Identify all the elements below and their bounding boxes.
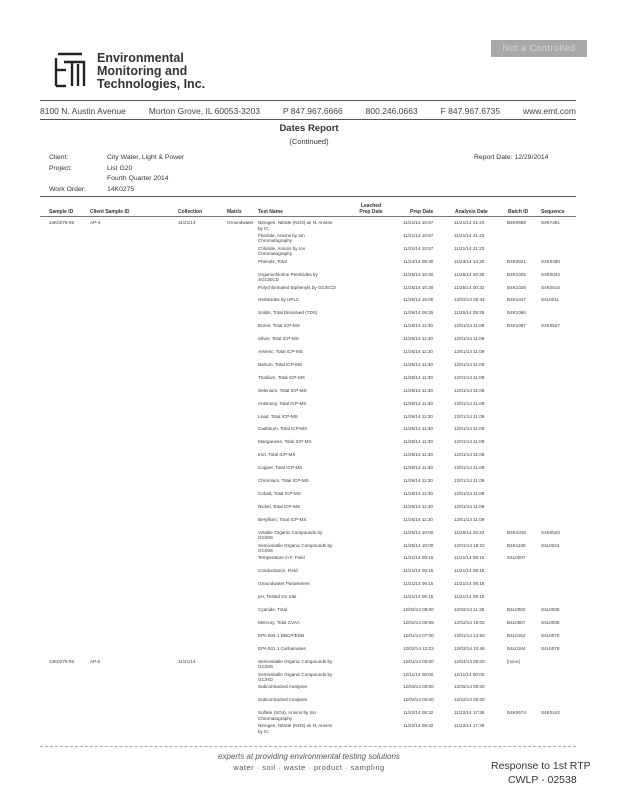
cell-seq: S4K0490 [541,258,560,264]
cell-prep: 11/21/14 09:15 [403,568,434,574]
cell-prep: 12/02/14 08:00 [403,607,434,612]
cell-test: Solids, Total Dissolved (TDS) [258,310,318,316]
cell-seq: S4L0011 [541,297,560,303]
cell-test: Copper, Total ICP-MS [258,465,303,471]
cell-prep: 11/22/14 08:32 [403,710,434,716]
cell-anal: 12/01/14 11:09 [454,452,485,458]
cell-test: Selenium, Total ICP-MS [258,387,307,393]
cell-test: pH, Tested On Site [258,594,297,600]
cell-test: Manganese, Total ICP-MS [258,439,312,445]
cell-prep: 12/01/14 00:00 [403,658,434,664]
cell-prep: 11/26/14 09:25 [403,310,434,316]
cell-anal: 11/21/14 21:23 [454,245,485,251]
report-date-label: Report Date: [474,154,513,161]
cell-anal: 12/01/14 11:09 [454,374,485,380]
cell-anal: 12/22/14 00:00 [454,697,485,703]
cell-prep: 11/26/14 11:30 [403,490,433,496]
response-label: Response to 1st RTP [491,760,591,772]
col-client-sample-id: Client Sample ID [90,209,130,215]
cell-anal: 12/01/14 11:09 [454,465,485,471]
cell-prep: 11/21/14 10:57 [403,220,434,225]
company-address-bar [40,106,576,116]
cell-anal: 11/22/14 17:39 [454,710,485,716]
cell-prep: 11/25/14 10:00 [403,529,434,535]
cell-prep: 11/26/14 11:30 [403,413,433,419]
cell-batch: B4L0082 [507,607,526,612]
cell-prep: 12/02/14 12:03 [403,645,434,651]
cell-prep: 11/26/14 11:30 [403,465,433,471]
cell-batch: [none] [507,658,520,664]
cell-prep: 11/26/14 11:30 [403,516,433,522]
cell-anal: 12/01/14 11:09 [454,387,485,393]
cell-prep: 11/26/14 11:30 [403,361,433,367]
cell-batch: B4K0821 [507,258,526,264]
table-header-divider [40,216,576,217]
cell-seq: S4L0070 [541,632,560,638]
cell-test: Phenols, Total [258,258,287,264]
cell-anal: 11/24/14 14:20 [454,258,485,264]
report-title: Dates Report [279,123,339,134]
col-sample-id: Sample ID [49,209,74,215]
cell-anal: 12/01/14 11:09 [454,503,485,509]
cell-prep: 11/21/14 09:15 [403,594,434,600]
cell-prep: 11/26/14 11:30 [403,349,433,354]
cell-anal: 11/25/14 00:32 [454,284,485,290]
cell-anal: 12/03/14 10:48 [454,645,485,651]
cell-test: Beryllium, Total ICP-MS [258,516,307,522]
cell-test: Thallium, Total ICP-MS [258,374,305,380]
cell-test: Nickel, Total ICP-MS [258,503,301,509]
cell-anal: 11/22/14 17:39 [454,723,485,729]
cell-prep: 11/26/14 11:30 [403,439,433,445]
cell-seq: S4K0515 [541,284,560,290]
cell-prep: 11/24/14 09:30 [403,258,434,264]
col-batch-id: Batch ID [508,209,529,215]
cell-test: Polychlorinated Biphenyls by GC/ECD [258,284,336,290]
cell-anal: 12/02/14 11:35 [454,607,485,612]
cell-seq: S4L0035 [541,619,560,625]
cell-test: Arsenic, Total ICP-MS [258,349,303,354]
cell-anal: 11/21/14 09:15 [454,594,485,600]
cell-anal: 12/01/14 11:09 [454,490,485,496]
company-name-line3: Technologies, Inc. [97,77,206,91]
cell-batch: B4K1025 [507,271,526,277]
cell-seq: S4K0520 [541,529,560,535]
col-collection: Collection [178,209,203,215]
cell-prep: 11/26/14 11:30 [403,387,433,393]
cell-seq: S4L0078 [541,645,560,651]
emt-logo-icon [52,50,88,90]
cell-test: Nitrogen, Nitrate (NO3) as N, Anions by IC [258,220,333,231]
cell-seq: S4L0035 [541,607,560,612]
document-number: CWLP - 02538 [508,774,577,786]
cell-test: Semivolatile Organic Compounds by GC/MS [258,658,333,670]
cell-test: EPA 531.1 Carbamates [258,645,306,651]
report-date-field [474,154,548,161]
cell-sid: 14K0275-06 [49,658,75,664]
cell-prep: 11/26/14 11:30 [403,503,433,509]
cell-test: Silver, Total ICP-MS [258,336,299,342]
cell-anal: 11/21/14 09:15 [454,581,485,587]
cell-batch: B4K0674 [507,710,526,716]
cell-prep: 12/11/14 00:00 [403,671,434,677]
cell-test: Barium, Total ICP-MS [258,361,303,367]
cell-test: Lead, Total ICP-MS [258,413,298,419]
project-value-line2: Fourth Quarter 2014 [107,175,169,182]
cell-csid: AP-4 [90,220,101,225]
cell-sid: 14K0275-05 [49,220,75,225]
cell-test: Chloride, Anions by Ion Chromatography [258,245,306,257]
cell-prep: 11/26/14 11:30 [403,336,433,342]
cell-prep: 11/21/14 10:57 [403,232,434,238]
cell-anal: 11/21/14 09:15 [454,555,485,561]
cell-batch: B4K1108 [507,542,526,548]
cell-anal: 12/01/14 11:09 [454,400,485,406]
cell-anal: 12/01/14 11:09 [454,516,485,522]
cell-seq: S4K0043 [541,271,560,277]
cell-prep: 11/25/14 10:30 [403,271,434,277]
address-website: www.emt.com [523,106,576,116]
cell-test: Subcontracted Analyses [258,684,308,690]
cell-prep: 12/01/14 07:00 [403,632,434,638]
cell-prep: 12/02/14 09:59 [403,619,434,625]
cell-test: Mercury, Total CVAA [258,619,300,625]
company-name-line1: Environmental [97,51,184,65]
cell-prep: 12/03/14 00:00 [403,697,434,703]
cell-prep: 11/21/14 09:15 [403,555,434,561]
cell-prep: 12/03/14 00:00 [403,684,434,690]
col-analysis-date: Analysis Date [455,209,488,215]
cell-coll: 11/21/14 [178,220,196,225]
cell-batch: B4L0184 [507,645,526,651]
footer-tagline: experts at providing environmental testing solutions [218,752,400,761]
address-city: Morton Grove, IL 60053-3203 [148,106,260,116]
cell-test: Iron, Total ICP-MS [258,452,296,458]
cell-csid: AP-5 [90,658,101,664]
cell-batch: B4L0087 [507,619,526,625]
report-subtitle: (Continued) [289,137,329,146]
cell-test: Cobalt, Total ICP-MS [258,490,301,496]
address-fax: F 847.967.6735 [440,106,501,116]
address-phone: P 847.967.6666 [282,106,343,116]
cell-anal: 11/21/14 21:23 [454,220,485,225]
company-name-line2: Monitoring and [97,64,188,78]
cell-test: Nitrogen, Nitrate (NO3) as N, Anions by IC [258,723,333,734]
cell-batch: B4K1047 [507,297,526,303]
cell-anal: 12/01/14 11:09 [454,426,485,432]
cell-anal: 12/01/14 11:09 [454,439,485,445]
cell-prep: 11/25/14 15:00 [403,297,434,303]
cell-anal: 11/25/14 09:25 [454,310,485,316]
footer-divider [40,746,576,747]
cell-anal: 12/01/14 18:22 [454,542,485,548]
cell-batch: B4L0152 [507,632,526,638]
cell-prep: 11/26/14 11:30 [403,323,433,329]
col-prep-date: Prep Date [410,209,434,215]
cell-anal: 12/01/14 11:09 [454,336,485,342]
client-value: City Water, Light & Power [107,154,185,161]
cell-anal: 11/25/14 20:24 [454,529,485,535]
cell-anal: 12/01/14 11:09 [454,478,485,483]
cell-anal: 11/21/14 21:23 [454,232,485,238]
address-street: 8100 N. Austin Avenue [40,106,126,116]
cell-prep: 11/25/14 10:30 [403,284,434,290]
confidential-stamp: Not a Controlled [491,40,587,57]
cell-test: Cyanide, Total [258,607,288,612]
cell-seq: S4K0527 [541,323,560,329]
cell-test: Organochlorine Pesticides by SGC/ECD [258,271,318,283]
report-date-value: 12/29/2014 [514,154,549,161]
cell-test: Chromium, Total ICP-MS [258,478,309,483]
cell-anal: 11/21/14 09:15 [454,568,485,574]
cell-prep: 11/21/14 10:57 [403,245,434,251]
col-sequence: Sequence [541,209,565,215]
cell-test: Cadmium, Total ICP-MS [258,426,308,432]
meta-divider [40,196,576,197]
project-value-line1: List G20 [107,165,133,172]
col-leached-prep-date: Leached Prep Date [359,203,383,215]
cell-batch: S4L0007 [507,555,526,561]
cell-prep: 11/26/14 11:30 [403,426,433,432]
cell-batch: B4K0659 [507,220,526,225]
cell-seq: S4K0442 [541,710,560,716]
cell-prep: 11/26/14 11:30 [403,374,433,380]
cell-test: Sulfate (SO4), Anions by Ion Chromatography [258,710,316,721]
cell-seq: S4K7451 [541,220,560,225]
project-label: Project: [49,165,73,172]
table-header [0,201,618,215]
cell-prep: 11/22/14 08:32 [403,723,434,729]
cell-test: Fluoride, Anions by Ion Chromatography [258,232,305,244]
cell-test: Groundwater Parameters [258,581,310,587]
cell-prep: 11/26/14 11:30 [403,400,433,406]
cell-anal: 12/04/14 00:00 [454,658,485,664]
cell-batch: B4K1066 [507,310,526,316]
address-tollfree: 800.246.0663 [365,106,418,116]
cell-test: Boron, Total ICP-MS [258,323,300,329]
cell-coll: 11/21/14 [178,658,196,664]
company-name [97,52,205,91]
work-order-value: 14K0275 [107,186,135,193]
cell-test: Conductance, Field [258,568,298,574]
cell-anal: 12/01/14 11:09 [454,323,485,329]
cell-test: Volatile Organic Compounds by GC/MS [258,529,323,541]
cell-prep: 11/21/14 09:15 [403,581,434,587]
col-matrix: Matrix [227,209,242,215]
col-test-name: Test Name [258,209,283,215]
cell-test: Semivolatile Organic Compounds by GC/HD [258,671,333,683]
address-divider [40,119,576,120]
cell-test: Herbicides by HPLC [258,297,300,303]
cell-test: EPA 504.1 DBCP/EDB [258,632,305,638]
header-divider [40,100,576,101]
footer-services: water · soil · waste · product · sampling [233,763,385,772]
cell-prep: 11/25/14 10:00 [403,542,434,548]
cell-batch: B4K1015 [507,529,526,535]
cell-test: Subcontracted Analyses [258,697,308,703]
cell-anal: 12/05/14 00:00 [454,684,485,690]
cell-anal: 12/02/14 16:02 [454,619,485,625]
work-order-label: Work Order: [49,186,86,193]
cell-anal: 12/02/14 00:34 [454,297,485,303]
cell-test: Semivolatile Organic Compounds by GC/MS [258,542,333,554]
cell-test: Temperature in F, Field [258,555,305,561]
cell-prep: 11/26/14 11:30 [403,478,433,483]
cell-test: Antimony, Total ICP-MS [258,400,307,406]
cell-anal: 12/01/14 11:09 [454,349,485,354]
cell-anal: 11/25/14 20:30 [454,271,485,277]
cell-batch: B4K1025 [507,284,526,290]
cell-anal: 12/11/14 00:00 [454,671,485,677]
client-label: Client: [49,154,69,161]
cell-batch: B4K1097 [507,323,526,329]
cell-prep: 11/26/14 11:30 [403,452,433,458]
cell-anal: 12/01/14 11:09 [454,361,485,367]
cell-seq: S4L0044 [541,542,560,548]
cell-matrix: Groundwater [227,220,254,225]
cell-anal: 12/01/14 11:09 [454,413,485,419]
cell-anal: 12/01/14 13:58 [454,632,485,638]
